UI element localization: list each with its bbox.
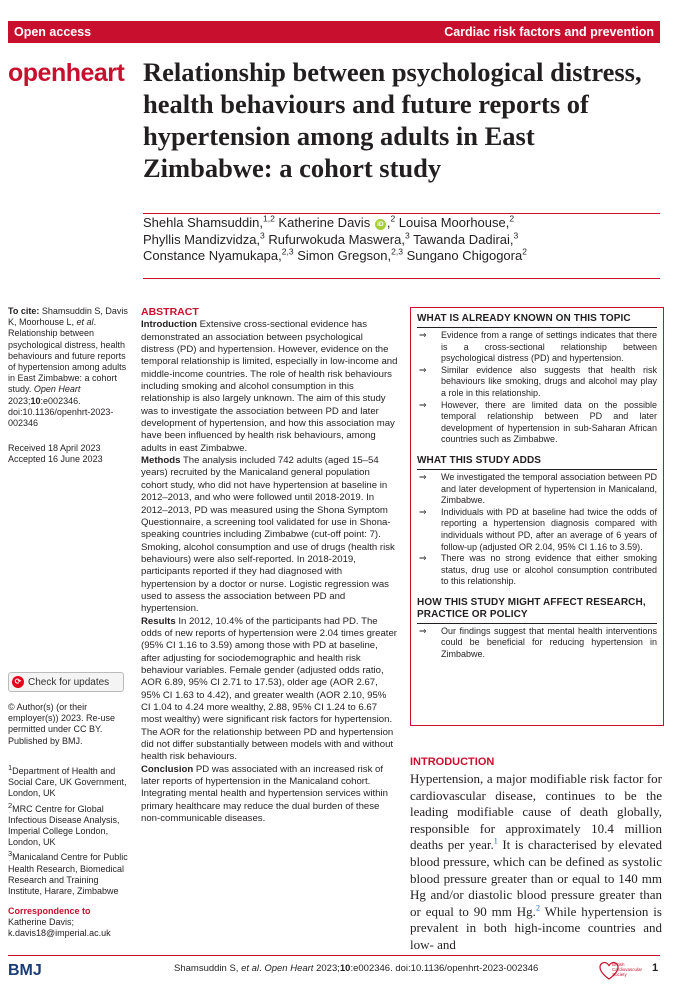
reference-link[interactable]: 1 (493, 837, 498, 847)
footer-text: Shamsuddin S, (174, 963, 242, 974)
check-updates-label: Check for updates (28, 676, 110, 688)
footer-etal: et al (241, 963, 260, 974)
list-item: ⇒ We investigated the temporal association between PD and later development of hypertension in Manicaland, Zimbabwe. (417, 472, 657, 507)
footer-volume: 10 (339, 963, 351, 974)
known-list (411, 330, 663, 446)
adds-list (411, 472, 663, 588)
list-item: ⇒ However, there are limited data on the possible temporal relationship between PD and later development of hypertension in sub-Saharan African countries such as Zimbabwe. (417, 400, 657, 446)
journal-logo[interactable]: openheart (8, 59, 125, 87)
authors-divider (143, 278, 660, 279)
affiliations-block (8, 762, 130, 897)
adds-heading: WHAT THIS STUDY ADDS (417, 454, 542, 466)
author-affiliation-sup: 3 (404, 230, 410, 241)
affiliation-item (8, 848, 130, 897)
author-name: Simon Gregson, (293, 248, 392, 263)
heading-rule (417, 327, 657, 328)
open-access-label: Open access (14, 25, 92, 39)
author-affiliation-sup: 2,3 (281, 246, 294, 257)
affiliation-text: Department of Health and Social Care, UK Government, London, UK (8, 766, 127, 799)
section-label: Results (141, 615, 176, 627)
footer-divider (8, 955, 660, 956)
section-label: Conclusion (141, 763, 194, 775)
dates-block (8, 443, 130, 465)
accepted-date: Accepted 16 June 2023 (8, 454, 103, 465)
list-item: ⇒ Individuals with PD at baseline had twice the odds of reporting a hypertension diagnosis compared with individuals without PD, after an average of 6 years of follow-up (adjusted OR 2.04, 95% CI 1.16 to 3.59). (417, 507, 657, 553)
author-affiliation-sup: 2 (522, 246, 527, 257)
correspondence-text[interactable]: Katherine Davis; k.davis18@imperial.ac.uk (8, 917, 111, 939)
cite-journal: Open Heart (33, 384, 81, 395)
introduction-heading: INTRODUCTION (410, 756, 495, 768)
title-divider (143, 213, 660, 214)
intro-text: While hypertension is prevalent in both high-income countries and low- and (410, 903, 662, 952)
author-list (143, 215, 653, 265)
author-name: Constance Nyamukapa, (143, 248, 282, 263)
footer-journal: Open Heart (264, 963, 314, 974)
author-line-1 (143, 215, 653, 232)
affiliation-text: MRC Centre for Global Infectious Disease Analysis, Imperial College London, London, UK (8, 803, 120, 848)
section-text: Extensive cross-sectional evidence has demonstrated an association between psychological distress (PD) and hypertension. However, evidence on the temporal relationship is limited, especially in low-income and middle-income countries. The role of health risk behaviours including smoking and alcohol consumption in this relationship is also largely unknown. The aim of this study was to investigate the association between PD and later development of hypertension, and how this association may have been influenced by health risk behaviours, among adults in east Zimbabwe. (141, 319, 398, 454)
author-name: Louisa Moorhouse, (395, 215, 510, 230)
abstract-conclusion (141, 764, 398, 826)
section-text: PD was associated with an increased risk of later reports of hypertension in the Manicaland cohort. Integrating mental health and hypertension services within primary healthcare may reduce the dual burden of these non-communicable diseases. (141, 763, 388, 825)
list-item: ⇒ Evidence from a range of settings indicates that there is a cross-sectional relationship between psychological distress (PD) and hypertension. (417, 330, 657, 365)
cite-label: To cite: (8, 306, 40, 316)
known-heading: WHAT IS ALREADY KNOWN ON THIS TOPIC (417, 313, 631, 324)
author-name: Rufurwokuda Maswera, (264, 231, 405, 247)
affiliation-sup: 3 (8, 849, 13, 859)
copyright-text: © Author(s) (or their employer(s)) 2023. Re-use permitted under CC BY. Published by BMJ. (8, 702, 116, 746)
affect-heading: HOW THIS STUDY MIGHT AFFECT RESEARCH, PRACTICE OR POLICY (417, 596, 646, 620)
abstract-heading: ABSTRACT (141, 306, 199, 318)
correspondence-block (8, 906, 130, 940)
footer-text: 2023; (313, 963, 340, 974)
author-affiliation-sup: 3 (513, 230, 519, 241)
cite-text: Shamsuddin S, Davis K, Moorhouse L, (8, 306, 128, 328)
affiliation-sup: 1 (8, 763, 13, 772)
author-affiliation-sup: 2 (509, 213, 515, 224)
received-date: Received 18 April 2023 (8, 443, 101, 453)
section-label: Introduction (141, 319, 197, 331)
check-for-updates-button[interactable] (8, 672, 124, 692)
affect-list (411, 626, 663, 661)
cite-text: 2023; (8, 395, 31, 406)
section-text: In 2012, 10.4% of the participants had PD. The odds of new reports of hypertension were 2.04 times greater (95% CI 1.16 to 3.59) among those with PD at baseline, after adjusting for sociodemographic and health risk behaviour variables. Female gender (adjusted odds ratio, AOR 6.89, 95% CI 2.71 to 17.53), older age (AOR 2.67, 95% CI 1.63 to 4.42), and greater wealth (AOR 2.10, 95% CI 1.04 to 4.24 more wealthy, 2.88, 95% CI 1.24 to 6.67 most wealthy) were significant risk factors for hypertension. The AOR for the relationship between PD and hypertension did not differ substantially between models with and without health risk behaviours. (141, 615, 397, 763)
author-affiliation-sup: 2,3 (391, 246, 403, 257)
section-label: Methods (141, 455, 181, 467)
cite-volume: 10 (30, 395, 41, 406)
heading-rule (417, 623, 657, 624)
footer-text: . (259, 963, 265, 974)
correspondence-label: Correspondence to (8, 906, 91, 916)
affiliation-item (8, 762, 130, 800)
bmj-logo[interactable]: BMJ (8, 962, 42, 979)
copyright-block (8, 702, 130, 747)
author-affiliation-sup: 1,2 (262, 213, 275, 224)
footer-doi: :e002346. doi:10.1136/openhrt-2023-002346 (350, 963, 539, 974)
author-name: Phyllis Mandizvidza, (143, 231, 261, 247)
affiliation-item (8, 800, 130, 849)
author-affiliation-sup: 3 (260, 230, 265, 241)
section-text: The analysis included 742 adults (aged 15–54 years) recruited by the Manicaland general population cohort study, who did not have hypertension at baseline in 2012–2013, and who were followed until 2018-2019. In 2012–2013, PD was measured using the Shona Symptom Questionnaire, a screening tool validated for use in Shona-speaking countries including Zimbabwe (cut-off point: 7). Smoking, alcohol consumption and use of drugs (health risk behaviours) were also self-reported. In 2018-2019, participants reported if they had diagnosed with hypertension by a doctor or nurse. Logistic regression was used to assess the association between PD and hypertension. (141, 455, 395, 615)
author-affiliation-sup: 2 (390, 213, 396, 224)
article-category-label: Cardiac risk factors and prevention (444, 25, 654, 39)
author-name: Tawanda Dadirai, (409, 231, 514, 247)
refresh-icon: ⟳ (12, 676, 24, 688)
orcid-icon[interactable]: iD (375, 219, 386, 230)
intro-text: Hypertension, a major modifiable risk factor for cardiovascular disease, continues to be the leading modifiable cause of death globally, responsible for approximately 10.4 million deaths per year. (410, 771, 662, 853)
society-name: British Cardiovascular Society (612, 962, 643, 977)
heading-rule (417, 469, 657, 470)
cite-etal: et al (76, 317, 94, 328)
footer-citation (174, 963, 538, 974)
author-name: Shehla Shamsuddin, (143, 215, 263, 230)
reference-link[interactable]: 2 (535, 903, 540, 913)
abstract (141, 306, 398, 825)
author-line-3 (143, 248, 653, 265)
author-separator: , (386, 215, 391, 230)
affiliation-text: Manicaland Centre for Public Health Research, Biomedical Research and Training Institute, Harare, Zimbabwe (8, 852, 128, 897)
list-item: ⇒ Similar evidence also suggests that health risk behaviours like smoking, drugs and alcohol may play a role in this relationship. (417, 365, 657, 400)
intro-text: It is characterised by elevated blood pressure, which can be defined as systolic blood pressure greater than or equal to 140 mm Hg and/or diastolic blood pressure greater than or equal to 90 mm Hg. (410, 837, 662, 919)
cite-text: . Relationship between psychological distress, health behaviours and future reports of hypertension among adults in East Zimbabwe: a cohort study. (8, 317, 127, 395)
author-name: Katherine Davis (274, 215, 374, 230)
abstract-methods (141, 455, 398, 615)
page-number: 1 (652, 962, 659, 974)
section-header-bar (8, 21, 660, 43)
list-item: ⇒ There was no strong evidence that either smoking status, drug use or alcohol consumption contributed to this relationship. (417, 553, 657, 588)
author-line-2 (143, 232, 653, 249)
article-title: Relationship between psychological distress, health behaviours and future reports of hypertension among adults in East Zimbabwe: a cohort study (143, 57, 642, 183)
list-item: ⇒ Our findings suggest that mental health interventions could be beneficial for reducing hypertension in Zimbabwe. (417, 626, 657, 661)
citation-block (8, 306, 130, 429)
abstract-results (141, 616, 398, 764)
cite-doi[interactable]: :e002346. doi:10.1136/openhrt-2023-002346 (8, 395, 114, 429)
affiliation-sup: 2 (8, 800, 13, 810)
author-name: Sungano Chigogora (402, 248, 523, 263)
abstract-introduction (141, 319, 398, 455)
key-messages-box (410, 307, 664, 726)
introduction-text (410, 771, 662, 954)
